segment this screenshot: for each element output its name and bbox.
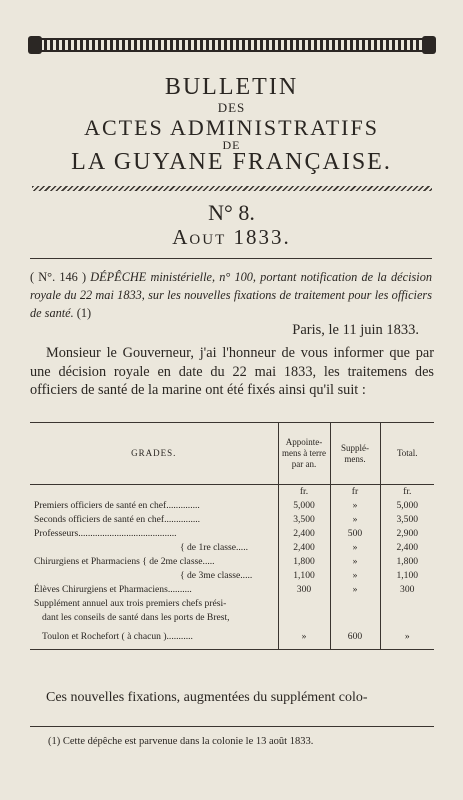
depeche-title: DÉPÊCHE ministérielle, n° 100, portant notification de la décision royale du 22 mai 1833, sur les nouvelles fixations de traitement pour les officiers de santé. [30, 270, 433, 320]
continuation-text: Ces nouvelles fixations, augmentées du supplément colo- [46, 690, 368, 705]
header-supplemens: Supplé-mens. [330, 423, 380, 485]
footnote-rule [30, 726, 434, 727]
table-row: { de 3me classe..... 1,100 » 1,100 [30, 569, 434, 583]
title-actes: ACTES ADMINISTRATIFS [84, 115, 379, 140]
place-date: Paris, le 11 juin 1833. [292, 322, 419, 338]
table-row: Chirurgiens et Pharmaciens { de 2me classe..... 1,800 » 1,800 [30, 555, 434, 569]
unit-c: fr. [380, 485, 434, 500]
top-ornament-border [32, 38, 432, 52]
footnote-ref: (1) [76, 306, 92, 320]
title-guyane: LA GUYANE FRANÇAISE. [71, 149, 392, 175]
table-row: Supplément annuel aux trois premiers chefs prési- [30, 597, 434, 611]
table-row: dant les conseils de santé dans les ports de Brest, [30, 611, 434, 625]
letter-body: Monsieur le Gouverneur, j'ai l'honneur de vous informer que par une décision royale en date du 22 mai 1833, les traitemens des officiers de santé de la marine ont été fixés ainsi qu'il suit : [30, 345, 434, 398]
unit-a: fr. [278, 485, 330, 500]
title-des: DES [217, 100, 246, 115]
depeche-ref: ( N°. 146 ) [30, 270, 87, 284]
depeche-heading [30, 268, 432, 322]
table-row: Toulon et Rochefort ( à chacun )........... » 600 » [30, 625, 434, 649]
unit-b: fr [330, 485, 380, 500]
title-de: DE [222, 138, 241, 152]
table-row: Seconds officiers de santé en chef............... 3,500 » 3,500 [30, 513, 434, 527]
header-appointements: Appointe-mens à terre par an. [278, 423, 330, 485]
table-row: Premiers officiers de santé en chef.............. 5,000 » 5,000 [30, 499, 434, 513]
issue-number: N° 8. [208, 200, 255, 225]
header-grades: GRADES. [30, 423, 278, 485]
table-row: Élèves Chirurgiens et Pharmaciens.......... 300 » 300 [30, 583, 434, 597]
issue-date: Aout 1833. [172, 225, 291, 249]
table-row: { de 1re classe..... 2,400 » 2,400 [30, 541, 434, 555]
salary-table [30, 422, 434, 650]
header-divider [32, 186, 432, 191]
section-rule [30, 258, 432, 259]
table-row: Professeurs......................................... 2,400 500 2,900 [30, 527, 434, 541]
footnote: (1) Cette dépêche est parvenue dans la colonie le 13 août 1833. [48, 736, 314, 747]
header-total: Total. [380, 423, 434, 485]
title-bulletin: BULLETIN [164, 74, 299, 100]
